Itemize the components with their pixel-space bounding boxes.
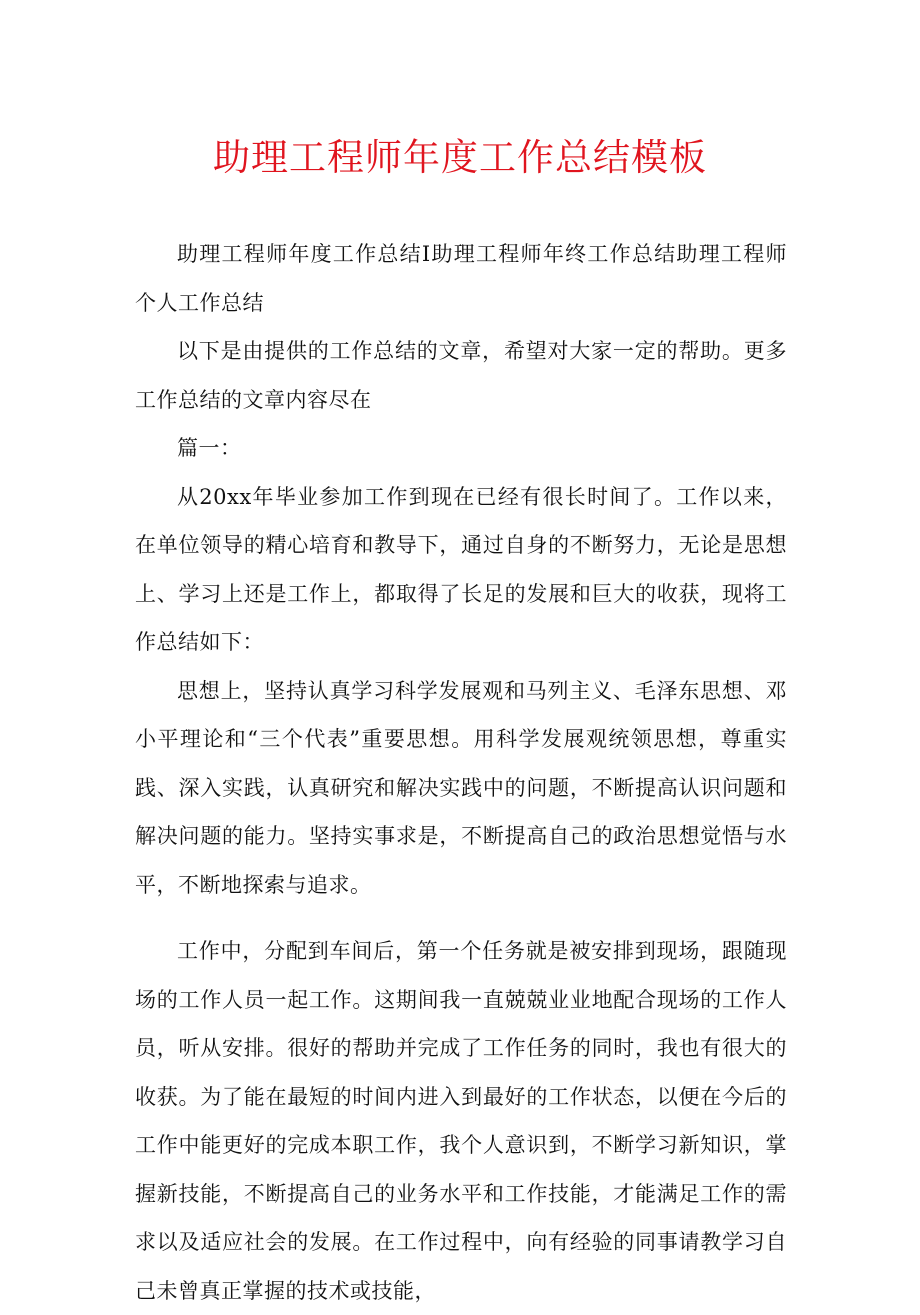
paragraph-work: 工作中，分配到车间后，第一个任务就是被安排到现场，跟随现场的工作人员一起工作。这期间我一直兢兢业业地配合现场的工作人员，听从安排。很好的帮助并完成了工作任务的同时，我也有很大的收获。为了能在最短的时间内进入到最好的工作状态，以便在今后的工作中能更好的完成本职工作，我个人意识到，不断学习新知识，掌握新技能，不断提高自己的业务水平和工作技能，才能满足工作的需求以及适应社会的发展。在工作过程中，向有经验的同事请教学习自己未曾真正掌握的技术或技能， [135, 939, 787, 1303]
paragraph-overview: 从20xx年毕业参加工作到现在已经有很长时间了。工作以来，在单位领导的精心培育和教导下，通过自身的不断努力，无论是思想上、学习上还是工作上，都取得了长足的发展和巨大的收获，现将工作总结如下： [135, 484, 787, 654]
paragraph-preface: 以下是由提供的工作总结的文章，希望对大家一定的帮助。更多工作总结的文章内容尽在 [135, 339, 787, 412]
paragraph-section-heading: 篇一： [177, 436, 242, 460]
paragraph-ideology: 思想上，坚持认真学习科学发展观和马列主义、毛泽东思想、邓小平理论和“三个代表”重要思想。用科学发展观统领思想，尊重实践、深入实践，认真研究和解决实践中的问题，不断提高认识问题和解决问题的能力。坚持实事求是，不断提高自己的政治思想觉悟与水平，不断地探索与追求。 [135, 678, 787, 897]
document-title: 助理工程师年度工作总结模板 [213, 136, 707, 179]
paragraph-intro: 助理工程师年度工作总结I助理工程师年终工作总结助理工程师个人工作总结 [135, 242, 787, 315]
document-body [135, 230, 787, 1315]
